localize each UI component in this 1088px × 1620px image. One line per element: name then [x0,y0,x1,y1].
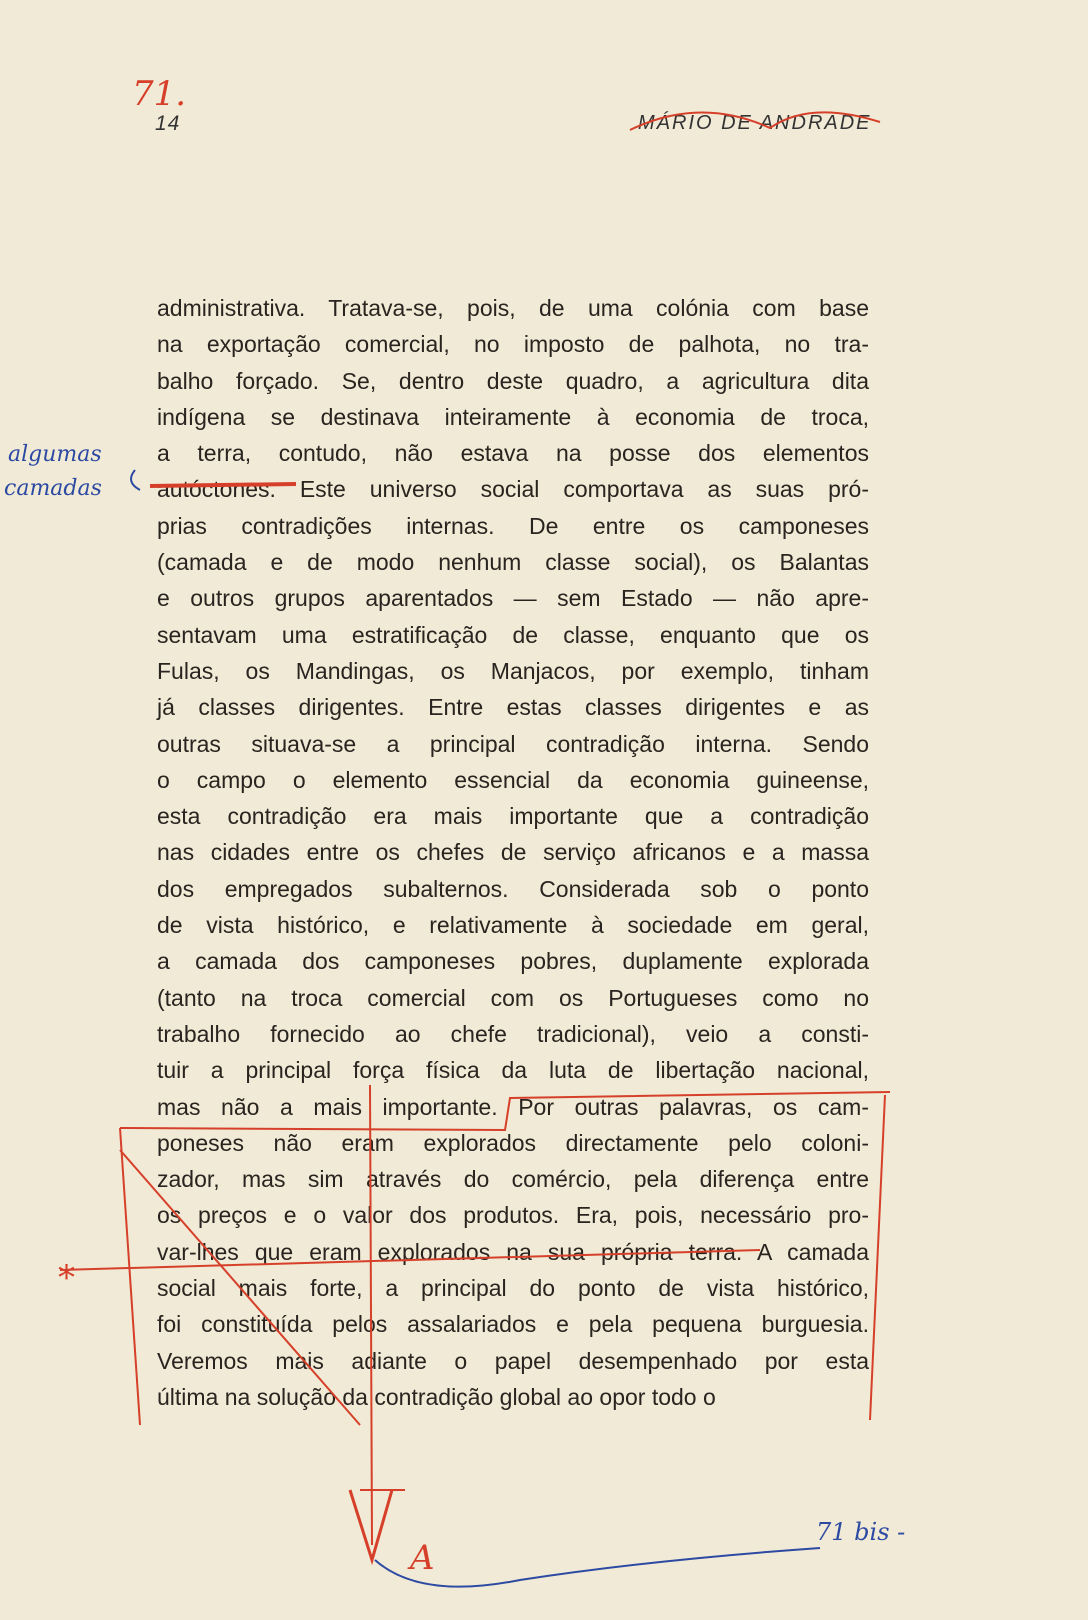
handwritten-page-mark: 71. [132,74,187,114]
text-line: dos empregados subalternos. Considerada sob o ponto [157,875,869,902]
text-line: última na solução da contradição global ao opor todo o [157,1383,716,1410]
text-line: de vista histórico, e relativamente à sociedade em geral, [157,912,869,939]
bracket-right [870,1095,885,1420]
text-line: administrativa. Tratava-se, pois, de uma colónia com base [157,295,869,321]
text-line: (camada e de modo nenhum classe social), os Balantas [157,549,869,576]
text-line: social mais forte, a principal do ponto de vista histórico, [157,1275,869,1302]
running-title: MÁRIO DE ANDRADE [638,112,872,134]
text-line: os preços e o valor dos produtos. Era, pois, necessário pro- [157,1202,869,1229]
text-line: foi constituída pelos assalariados e pela pequena burguesia. [157,1311,869,1338]
text-line: na exportação comercial, no imposto de palhota, no tra- [157,331,869,358]
margin-note-algumas: algumas [8,442,102,467]
text-line: outras situava-se a principal contradição interna. Sendo [157,730,869,757]
text-line: esta contradição era mais importante que a contradição [157,803,869,830]
page-number: 14 [155,112,181,135]
bottom-note: 71 bis - [816,1518,906,1546]
insertion-mark: A [410,1538,435,1578]
text-line: Fulas, os Mandingas, os Manjacos, por exemplo, tinham [157,657,869,684]
text-line: e outros grupos aparentados — sem Estado — não apre- [157,585,869,612]
text-line: tuir a principal força física da luta de libertação nacional, [157,1057,869,1084]
text-line: (tanto na troca comercial com os Portugueses como no [157,984,869,1011]
text-line: balho forçado. Se, dentro deste quadro, a agricultura dita [157,367,869,394]
text-line: mas não a mais importante. Por outras palavras, os cam- [157,1093,869,1120]
blue-bracket [131,470,140,490]
body-text [157,290,869,1415]
text-line: sentavam uma estratificação de classe, enquanto que os [157,621,869,648]
text-line: autóctones. Este universo social comportava as suas pró- [157,476,869,503]
blue-connector-line [375,1548,820,1587]
insertion-arrow-head [350,1490,392,1560]
text-line: trabalho fornecido ao chefe tradicional), veio a consti- [157,1020,869,1047]
text-line: já classes dirigentes. Entre estas classes dirigentes e as [157,694,869,721]
text-line: nas cidades entre os chefes de serviço africanos e a massa [157,839,869,866]
text-line: a camada dos camponeses pobres, duplamente explorada [157,948,869,975]
text-line: poneses não eram explorados directamente pelo coloni- [157,1129,869,1156]
text-line: o campo o elemento essencial da economia guineense, [157,766,869,793]
bracket-left [120,1128,140,1425]
text-line: Veremos mais adiante o papel desempenhado por esta [157,1347,869,1374]
asterisk-mark: * [58,1258,75,1298]
text-line: a terra, contudo, não estava na posse dos elementos [157,440,869,467]
text-line: zador, mas sim através do comércio, pela diferença entre [157,1166,869,1193]
margin-note-camadas: camadas [4,476,102,501]
text-line: indígena se destinava inteiramente à economia de troca, [157,403,869,430]
text-line: var-lhes que eram explorados na sua própria terra. A camada [157,1238,869,1265]
text-line: prias contradições internas. De entre os camponeses [157,512,869,539]
